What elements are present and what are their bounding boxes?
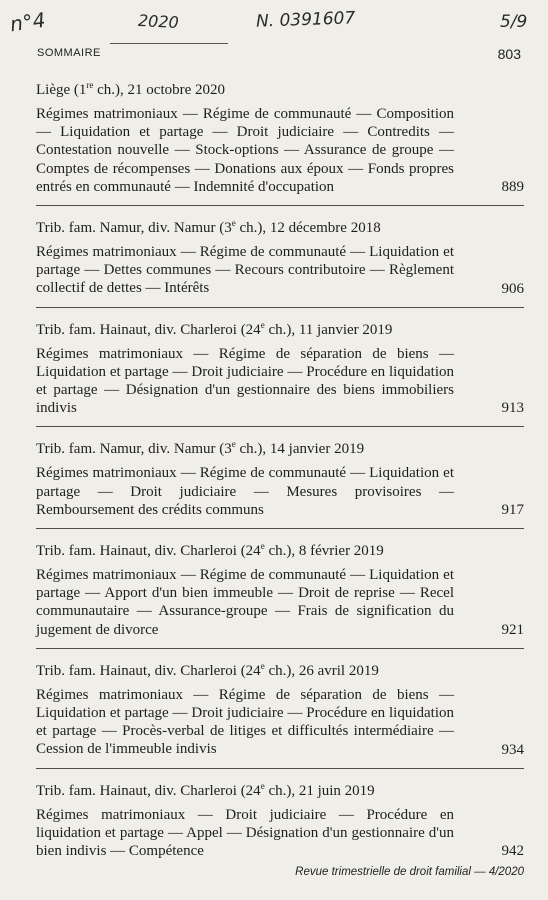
keywords: Régimes matrimoniaux — Régime de communauté — Liquidation et partage — Dettes communes — Recours contributoire — Règlement collectif de dettes — Intérêts <box>36 244 454 297</box>
court-name: Liège (1 <box>36 82 87 98</box>
court-date: ch.), 21 octobre 2020 <box>93 82 226 98</box>
court-date: ch.), 12 décembre 2018 <box>235 220 381 237</box>
court-date: ch.), 14 janvier 2019 <box>235 441 365 458</box>
journal-footer: Revue trimestrielle de droit familial — 4/2020 <box>295 866 524 878</box>
court-name: Trib. fam. Hainaut, div. Charleroi (24 <box>36 321 261 338</box>
entry-page-number: 921 <box>501 621 524 638</box>
page-number: 803 <box>497 46 521 62</box>
toc-entry <box>36 307 524 427</box>
court-heading <box>36 657 524 681</box>
handwritten-reference: N. 0391607 <box>255 8 356 32</box>
court-heading <box>36 777 524 801</box>
court-heading <box>36 537 524 561</box>
toc-entry <box>36 528 524 648</box>
handwritten-page-count: 5/9 <box>500 12 528 32</box>
ordinal-suffix: e <box>260 541 265 552</box>
court-heading <box>36 316 524 340</box>
toc-entry <box>36 205 524 307</box>
court-name: Trib. fam. Hainaut, div. Charleroi (24 <box>36 662 261 679</box>
court-name: Trib. fam. Hainaut, div. Charleroi (24 <box>36 782 261 799</box>
entry-page-number: 889 <box>501 179 524 196</box>
handwritten-year: 2020 <box>137 10 180 33</box>
ordinal-suffix: e <box>260 319 265 330</box>
header-divider <box>110 43 228 44</box>
court-date: ch.), 8 février 2019 <box>264 543 384 560</box>
entry-page-number: 934 <box>501 741 524 758</box>
entry-page-number: 917 <box>501 502 524 519</box>
keywords: Régimes matrimoniaux — Régime de communauté — Liquidation et partage — Droit judiciaire — Mesures provisoires — Remboursement des crédits communs <box>36 465 454 518</box>
toc-entry <box>36 426 524 528</box>
toc-entry <box>36 648 524 768</box>
ordinal-suffix: e <box>231 218 236 229</box>
keywords: Régimes matrimoniaux — Régime de séparation de biens — Liquidation et partage — Droit judiciaire — Procédure en liquidation et partage — Désignation d'un gestionnaire des biens immobiliers indivis <box>36 345 454 417</box>
toc-entry <box>36 768 524 870</box>
ordinal-suffix: e <box>231 439 236 450</box>
entry-page-number: 942 <box>501 843 524 860</box>
entry-page-number: 913 <box>501 400 524 417</box>
court-name: Trib. fam. Hainaut, div. Charleroi (24 <box>36 543 261 560</box>
court-heading <box>36 435 524 459</box>
ordinal-suffix: re <box>86 80 94 90</box>
keywords: Régimes matrimoniaux — Régime de communauté — Composition — Liquidation et partage — Droit judiciaire — Contredits — Contestation nouvelle — Stock-options — Assurance de groupe — Comptes de récompenses — Donations aux époux — Fonds propres entrés en communauté — Indemnité d'occupation <box>36 106 454 195</box>
court-name: Trib. fam. Namur, div. Namur (3 <box>36 220 232 237</box>
court-heading <box>36 76 524 100</box>
court-heading <box>36 214 524 238</box>
court-name: Trib. fam. Namur, div. Namur (3 <box>36 441 232 458</box>
court-date: ch.), 26 avril 2019 <box>264 662 379 679</box>
keywords: Régimes matrimoniaux — Régime de séparation de biens — Liquidation et partage — Droit judiciaire — Procédure en liquidation et partage — Procès-verbal de litiges et difficultés intermédiaire — Cession de l'immeuble indivis <box>36 686 454 758</box>
court-date: ch.), 11 janvier 2019 <box>264 321 393 338</box>
ordinal-suffix: e <box>260 660 265 671</box>
keywords: Régimes matrimoniaux — Droit judiciaire — Procédure en liquidation et partage — Appel — Désignation d'un gestionnaire d'un bien indivis — Compétence <box>36 806 454 860</box>
court-date: ch.), 21 juin 2019 <box>264 782 375 799</box>
toc-entry <box>36 76 524 205</box>
ordinal-suffix: e <box>260 780 265 791</box>
running-title: SOMMAIRE <box>37 47 101 59</box>
keywords: Régimes matrimoniaux — Régime de communauté — Liquidation et partage — Apport d'un bien immeuble — Droit de reprise — Recel communautaire — Assurance-groupe — Frais de signification du jugement de divorce <box>36 567 454 638</box>
table-of-contents <box>36 76 524 869</box>
entry-page-number: 906 <box>501 280 524 297</box>
handwritten-issue-number: n°4 <box>8 7 47 37</box>
